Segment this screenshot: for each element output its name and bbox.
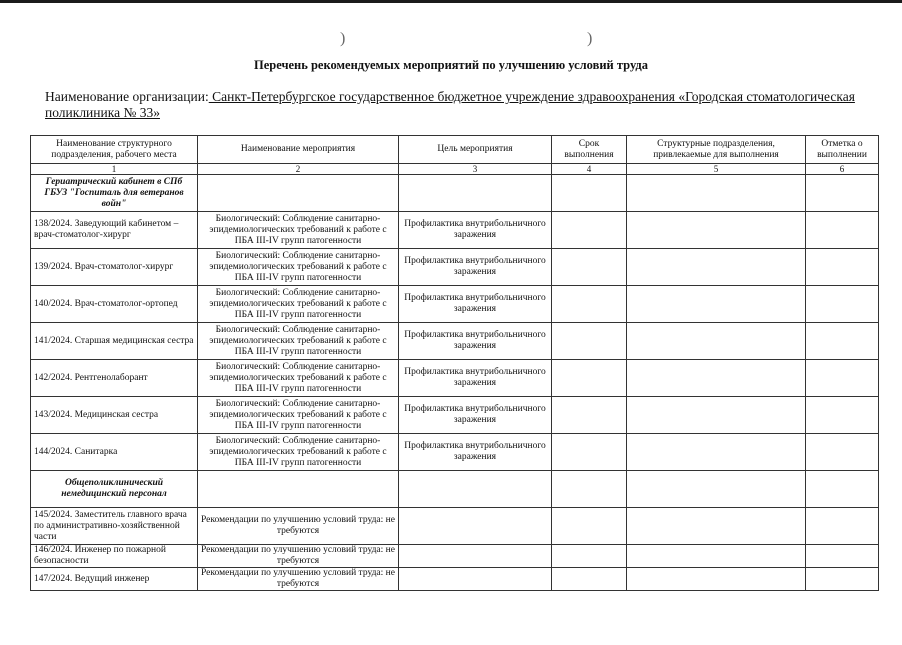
table-header-row — [31, 136, 879, 164]
measure-cell: Биологический: Соблюдение санитарно-эпидемиологических требований к работе с ПБА III-IV групп патогенности — [198, 212, 399, 249]
measure-cell: Биологический: Соблюдение санитарно-эпидемиологических требований к работе с ПБА III-IV групп патогенности — [198, 323, 399, 360]
workplace-cell: 144/2024. Санитарка — [31, 434, 198, 471]
column-number-row — [31, 164, 879, 175]
scan-mark-left: ) — [340, 30, 346, 47]
table-row — [31, 212, 879, 249]
header-cell: Структурные подразделения, привлекаемые для выполнения — [627, 136, 806, 164]
measure-cell: Биологический: Соблюдение санитарно-эпидемиологических требований к работе с ПБА III-IV групп патогенности — [198, 286, 399, 323]
table-row — [31, 323, 879, 360]
table-row — [31, 568, 879, 591]
organization-line — [45, 89, 875, 121]
header-cell: Наименование структурного подразделения, рабочего места — [31, 136, 198, 164]
document-title: Перечень рекомендуемых мероприятий по улучшению условий труда — [253, 58, 649, 72]
scan-mark-right: ) — [587, 30, 593, 47]
measure-cell: Биологический: Соблюдение санитарно-эпидемиологических требований к работе с ПБА III-IV групп патогенности — [198, 434, 399, 471]
workplace-cell: 147/2024. Ведущий инженер — [31, 568, 198, 591]
table-row — [31, 249, 879, 286]
measures-table — [30, 135, 879, 591]
table-row — [31, 434, 879, 471]
column-number: 6 — [806, 164, 879, 175]
table-row — [31, 545, 879, 568]
workplace-cell: 140/2024. Врач-стоматолог-ортопед — [31, 286, 198, 323]
goal-cell: Профилактика внутрибольничного заражения — [399, 249, 552, 286]
workplace-cell: 139/2024. Врач-стоматолог-хирург — [31, 249, 198, 286]
goal-cell: Профилактика внутрибольничного заражения — [399, 323, 552, 360]
header-cell: Наименование мероприятия — [198, 136, 399, 164]
section-title: Гериатрический кабинет в СПб ГБУЗ "Госпиталь для ветеранов войн" — [31, 175, 198, 212]
workplace-cell: 142/2024. Рентгенолаборант — [31, 360, 198, 397]
organization-name: Санкт-Петербургское государственное бюджетное учреждение здравоохранения «Городская стоматологическая поликлиника № 33» — [45, 89, 855, 120]
table-row — [31, 508, 879, 545]
header-cell: Отметка о выполнении — [806, 136, 879, 164]
header-cell: Срок выполнения — [552, 136, 627, 164]
column-number: 2 — [198, 164, 399, 175]
measure-cell: Рекомендации по улучшению условий труда: не требуются — [198, 545, 399, 568]
workplace-cell: 143/2024. Медицинская сестра — [31, 397, 198, 434]
workplace-cell: 146/2024. Инженер по пожарной безопасности — [31, 545, 198, 568]
goal-cell: Профилактика внутрибольничного заражения — [399, 360, 552, 397]
workplace-cell: 141/2024. Старшая медицинская сестра — [31, 323, 198, 360]
measure-cell: Рекомендации по улучшению условий труда: не требуются — [198, 508, 399, 545]
section-title: Общеполиклинический немедицинский персонал — [31, 471, 198, 508]
measure-cell: Рекомендации по улучшению условий труда: не требуются — [198, 568, 399, 591]
workplace-cell: 145/2024. Заместитель главного врача по административно-хозяйственной части — [31, 508, 198, 545]
measure-cell: Биологический: Соблюдение санитарно-эпидемиологических требований к работе с ПБА III-IV групп патогенности — [198, 249, 399, 286]
goal-cell: Профилактика внутрибольничного заражения — [399, 212, 552, 249]
column-number: 5 — [627, 164, 806, 175]
section-row — [31, 471, 879, 508]
column-number: 3 — [399, 164, 552, 175]
column-number: 1 — [31, 164, 198, 175]
table-row — [31, 286, 879, 323]
header-cell: Цель мероприятия — [399, 136, 552, 164]
goal-cell: Профилактика внутрибольничного заражения — [399, 286, 552, 323]
organization-label: Наименование организации: — [45, 89, 209, 104]
top-border — [0, 0, 902, 3]
table-row — [31, 397, 879, 434]
column-number: 4 — [552, 164, 627, 175]
section-row — [31, 175, 879, 212]
workplace-cell: 138/2024. Заведующий кабинетом – врач-стоматолог-хирург — [31, 212, 198, 249]
measure-cell: Биологический: Соблюдение санитарно-эпидемиологических требований к работе с ПБА III-IV групп патогенности — [198, 397, 399, 434]
goal-cell: Профилактика внутрибольничного заражения — [399, 434, 552, 471]
table-row — [31, 360, 879, 397]
measure-cell: Биологический: Соблюдение санитарно-эпидемиологических требований к работе с ПБА III-IV групп патогенности — [198, 360, 399, 397]
goal-cell: Профилактика внутрибольничного заражения — [399, 397, 552, 434]
